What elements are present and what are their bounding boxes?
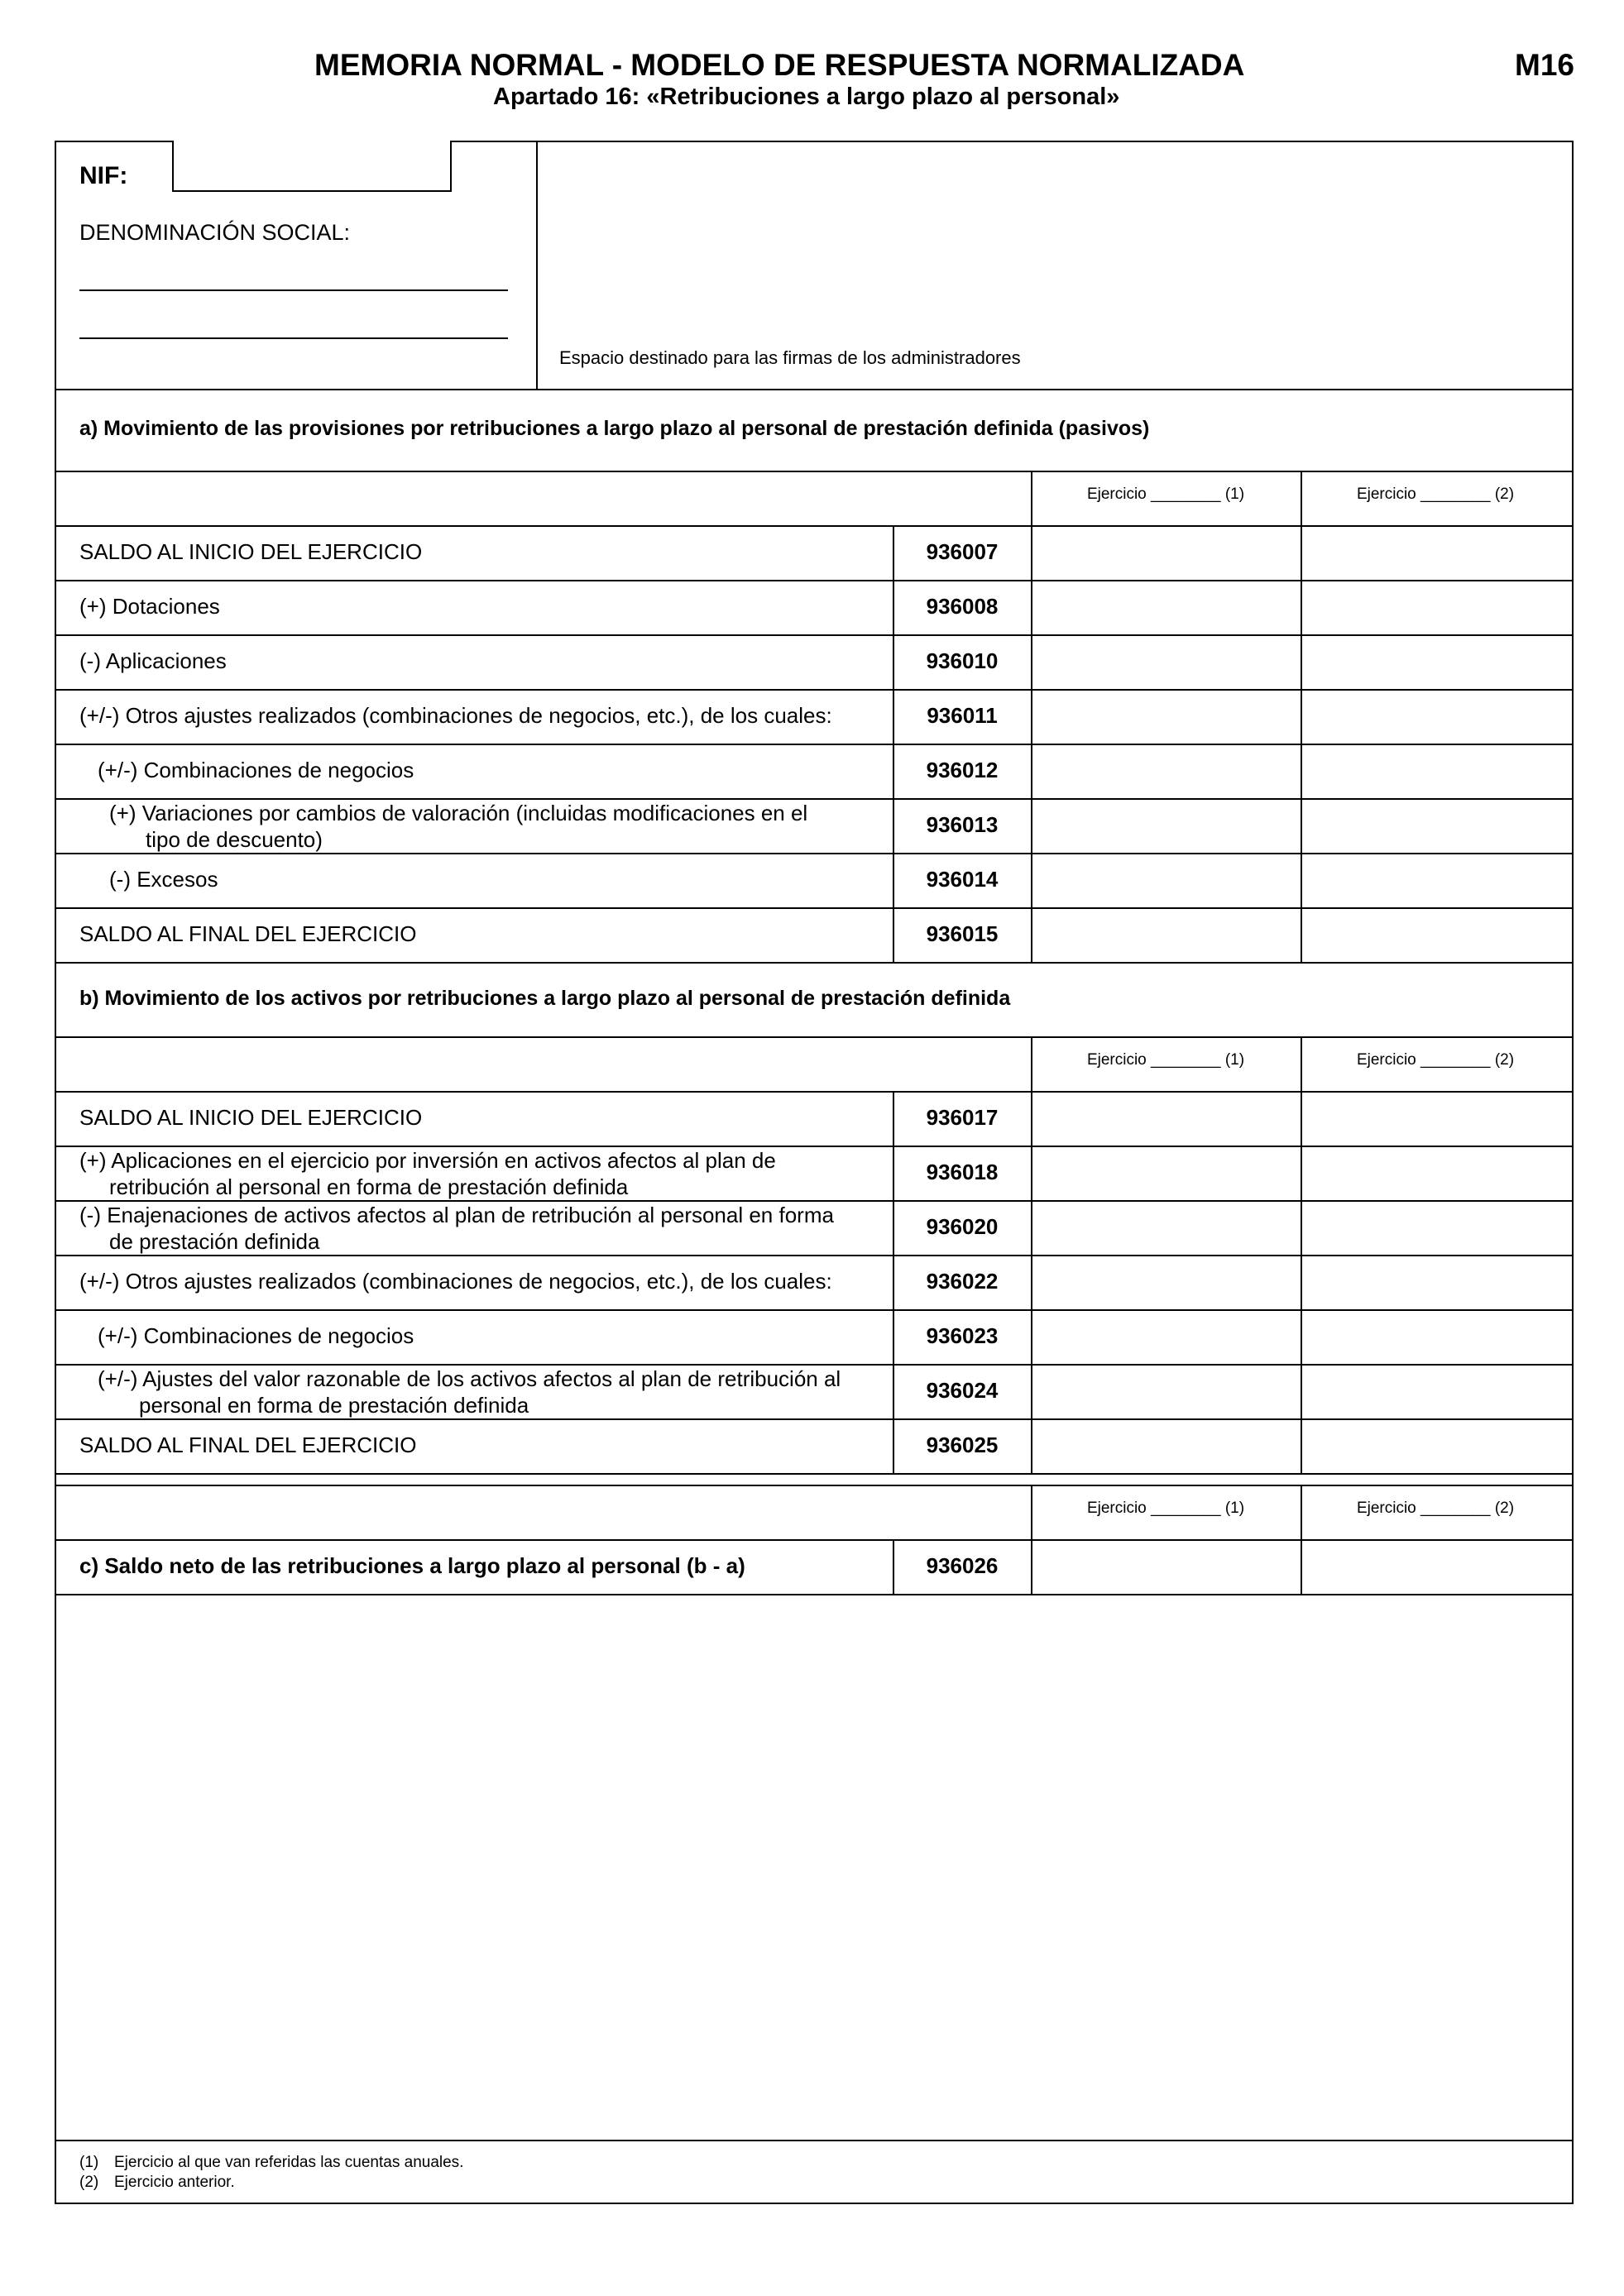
section-b-value-current[interactable] (1032, 1147, 1299, 1198)
nif-input[interactable] (172, 141, 452, 192)
section-a-top-line (55, 389, 1574, 390)
footnote-2 (79, 2174, 235, 2192)
section-b-row-label (79, 1202, 834, 1255)
section-a-row-label (79, 921, 416, 947)
section-b-row-label-line1: (+/-) Ajustes del valor razonable de los activos afectos al plan de retribución al (98, 1366, 841, 1391)
section-b-row-label-line2: retribución al personal en forma de prestación definida (109, 1174, 629, 1199)
section-b-row-label (79, 1268, 832, 1294)
section-c-col1-divider (1031, 1539, 1032, 1594)
section-a-row-label (79, 702, 832, 729)
section-b-value-current[interactable] (1032, 1420, 1299, 1471)
section-a-title: a) Movimiento de las provisiones por retribuciones a largo plazo al personal de prestación definida (pasivos) (79, 417, 1150, 440)
section-a-row-label (109, 866, 218, 892)
section-c-bottom-line (55, 1594, 1574, 1595)
section-b-row-label (79, 1104, 422, 1131)
section-b-value-previous[interactable] (1302, 1093, 1572, 1144)
footnote-1 (79, 2154, 463, 2172)
section-b-value-current[interactable] (1032, 1202, 1299, 1253)
section-a-row-code: 936013 (926, 812, 999, 837)
section-c-header-col2: Ejercicio ________ (2) (1356, 1500, 1515, 1517)
section-b-row-code: 936023 (926, 1323, 999, 1348)
section-a-row-label-line2: tipo de descuento) (146, 827, 323, 852)
section-b-value-current[interactable] (1032, 1311, 1299, 1362)
section-b-header-divider-1 (1031, 1036, 1032, 1091)
section-c-header-col1: Ejercicio ________ (1) (1086, 1500, 1245, 1517)
section-a-row-label-line1: (-) Excesos (109, 867, 218, 892)
section-b-col2-divider (1301, 1091, 1302, 1473)
section-a-row-code: 936012 (926, 758, 999, 782)
section-a-header-col2: Ejercicio ________ (2) (1356, 486, 1515, 503)
section-b-row-label (79, 1147, 776, 1200)
section-b-header-col1: Ejercicio ________ (1) (1086, 1051, 1245, 1069)
section-c-value-current[interactable] (1032, 1541, 1299, 1592)
signature-area[interactable] (538, 142, 1572, 387)
signature-area-label: Espacio destinado para las firmas de los administradores (559, 347, 1021, 368)
section-c-code-divider (893, 1539, 894, 1594)
section-a-row-label-line1: (+) Dotaciones (79, 594, 220, 619)
section-a-value-previous[interactable] (1302, 691, 1572, 742)
section-a-row-label-line1: (+/-) Combinaciones de negocios (98, 758, 414, 782)
section-a-value-previous[interactable] (1302, 581, 1572, 633)
section-c-value-previous[interactable] (1302, 1541, 1572, 1592)
section-a-value-current[interactable] (1032, 854, 1299, 906)
section-a-value-previous[interactable] (1302, 909, 1572, 960)
section-b-row-label-line1: (+/-) Combinaciones de negocios (98, 1323, 414, 1348)
section-a-value-current[interactable] (1032, 527, 1299, 578)
section-a-value-previous[interactable] (1302, 636, 1572, 687)
denominacion-input-line-2[interactable] (79, 337, 508, 339)
section-a-value-previous[interactable] (1302, 745, 1572, 796)
notes-area[interactable] (56, 1597, 1572, 2136)
section-a-value-current[interactable] (1032, 800, 1299, 851)
section-b-value-previous[interactable] (1302, 1147, 1572, 1198)
section-b-row-label (79, 1432, 416, 1458)
footnote-divider (55, 2140, 1574, 2141)
section-b-value-current[interactable] (1032, 1093, 1299, 1144)
section-a-value-current[interactable] (1032, 581, 1299, 633)
section-b-row-label-line1: (+/-) Otros ajustes realizados (combinaciones de negocios, etc.), de los cuales: (79, 1269, 832, 1294)
footnote-2-num: (2) (79, 2174, 99, 2191)
page-title: MEMORIA NORMAL - MODELO DE RESPUESTA NORMALIZADA (314, 48, 1245, 82)
section-a-row-code: 936014 (926, 867, 999, 892)
section-b-row-label-line2: personal en forma de prestación definida (139, 1393, 529, 1418)
section-c-top-line (55, 1473, 1574, 1475)
section-b-row-code: 936018 (926, 1160, 999, 1184)
section-b-col1-divider (1031, 1091, 1032, 1473)
section-c-title: c) Saldo neto de las retribuciones a largo plazo al personal (b - a) (79, 1553, 745, 1578)
section-b-title: b) Movimiento de los activos por retribuciones a largo plazo al personal de prestación definida (79, 987, 1011, 1010)
section-a-row-label (79, 648, 227, 674)
section-b-row-label-line1: SALDO AL FINAL DEL EJERCICIO (79, 1433, 417, 1457)
section-b-value-previous[interactable] (1302, 1202, 1572, 1253)
section-a-row-code: 936015 (926, 921, 999, 946)
denominacion-label: DENOMINACIÓN SOCIAL: (79, 220, 351, 245)
section-b-row-code: 936025 (926, 1433, 999, 1457)
section-a-row-code: 936008 (926, 594, 999, 619)
section-a-row-label (109, 800, 807, 853)
section-b-top-line (55, 962, 1574, 964)
section-b-value-current[interactable] (1032, 1366, 1299, 1417)
section-b-row-label (98, 1323, 414, 1349)
section-a-row-label-line1: SALDO AL FINAL DEL EJERCICIO (79, 921, 417, 946)
section-a-value-current[interactable] (1032, 636, 1299, 687)
section-b-row-code: 936017 (926, 1105, 999, 1130)
section-a-row-code: 936010 (926, 648, 999, 673)
section-b-code-divider (893, 1091, 894, 1473)
section-a-col2-divider (1301, 525, 1302, 962)
section-a-header-top-line (55, 471, 1574, 472)
section-a-row-label-line1: (+/-) Otros ajustes realizados (combinaciones de negocios, etc.), de los cuales: (79, 703, 832, 728)
form-code: M16 (1515, 48, 1574, 82)
section-b-value-previous[interactable] (1302, 1256, 1572, 1308)
section-a-header-divider-1 (1031, 471, 1032, 525)
section-a-row-code: 936011 (927, 703, 998, 728)
section-c-col2-divider (1301, 1539, 1302, 1594)
section-b-row-label-line2: de prestación definida (109, 1229, 320, 1254)
section-a-value-previous[interactable] (1302, 800, 1572, 851)
page-subtitle: Apartado 16: «Retribuciones a largo plazo al personal» (493, 84, 1120, 110)
section-a-value-previous[interactable] (1302, 527, 1572, 578)
section-b-value-current[interactable] (1032, 1256, 1299, 1308)
section-a-header-divider-2 (1301, 471, 1302, 525)
section-a-row-label (98, 757, 414, 783)
section-b-row-label-line1: (+) Aplicaciones en el ejercicio por inversión en activos afectos al plan de (79, 1148, 776, 1173)
footnote-2-text: Ejercicio anterior. (114, 2174, 235, 2191)
section-a-row-label-line1: (+) Variaciones por cambios de valoración (incluidas modificaciones en el (109, 801, 808, 825)
section-b-row-label-line1: SALDO AL INICIO DEL EJERCICIO (79, 1105, 423, 1130)
section-a-code-divider (893, 525, 894, 962)
section-a-row-label-line1: SALDO AL INICIO DEL EJERCICIO (79, 539, 423, 564)
section-b-row-label (98, 1366, 841, 1418)
section-b-value-previous[interactable] (1302, 1420, 1572, 1471)
section-c-header-divider-2 (1301, 1485, 1302, 1539)
section-a-row-label (79, 593, 220, 619)
footnote-1-num: (1) (79, 2154, 99, 2171)
section-a-col1-divider (1031, 525, 1032, 962)
section-a-value-current[interactable] (1032, 745, 1299, 796)
footnote-1-text: Ejercicio al que van referidas las cuentas anuales. (114, 2154, 464, 2171)
section-a-header-col1: Ejercicio ________ (1) (1086, 486, 1245, 503)
section-b-row-label-line1: (-) Enajenaciones de activos afectos al plan de retribución al personal en forma (79, 1203, 834, 1227)
section-a-row-label (79, 538, 422, 565)
section-b-row-code: 936024 (926, 1378, 999, 1403)
section-b-value-previous[interactable] (1302, 1366, 1572, 1417)
section-c-code: 936026 (926, 1553, 999, 1578)
section-b-value-previous[interactable] (1302, 1311, 1572, 1362)
section-b-header-divider-2 (1301, 1036, 1302, 1091)
section-c-header-top-line (55, 1485, 1574, 1486)
section-b-row-code: 936020 (926, 1214, 999, 1239)
section-b-header-top-line (55, 1036, 1574, 1038)
section-a-row-code: 936007 (926, 539, 999, 564)
section-b-row-code: 936022 (926, 1269, 999, 1294)
nif-label: NIF: (79, 162, 128, 189)
section-a-value-previous[interactable] (1302, 854, 1572, 906)
section-a-value-current[interactable] (1032, 691, 1299, 742)
section-c-header-divider-1 (1031, 1485, 1032, 1539)
section-a-value-current[interactable] (1032, 909, 1299, 960)
denominacion-input-line-1[interactable] (79, 289, 508, 291)
section-b-header-col2: Ejercicio ________ (2) (1356, 1051, 1515, 1069)
section-a-row-label-line1: (-) Aplicaciones (79, 648, 227, 673)
